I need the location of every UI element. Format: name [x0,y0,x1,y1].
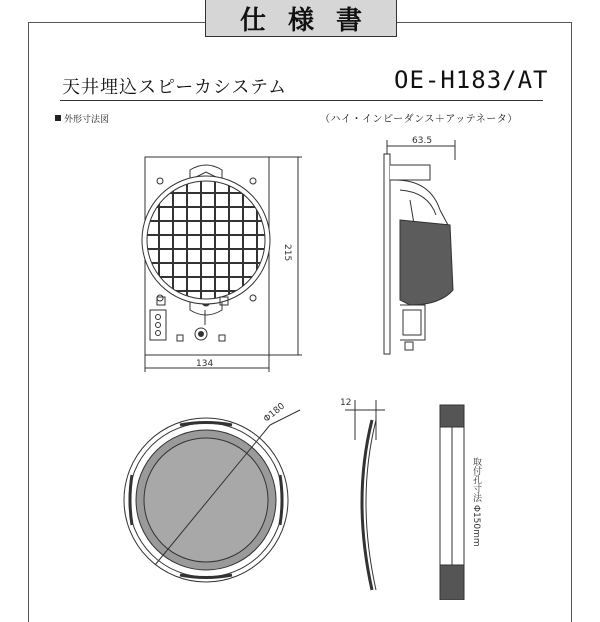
product-subtitle: （ハイ・インピーダンス＋アッテネータ） [320,114,518,125]
dim-height: 215 [282,244,292,262]
document-title: 仕様書 [205,0,397,37]
grille-front-view [124,410,300,582]
dim-depth: 63.5 [412,136,433,146]
front-view [141,157,302,372]
section-label-text: 外形寸法図 [64,115,110,125]
product-name: 天井埋込スピーカシステム [62,77,288,98]
model-number: OE-H183/AT [394,66,549,94]
grille-side-view [345,400,385,590]
dim-diameter: Φ180 [262,401,288,425]
dim-cutout: 取付孔寸法 Φ150mm [471,457,481,547]
dim-width: 134 [196,359,214,369]
dim-grille-depth: 12 [340,398,352,408]
side-view [384,140,455,354]
cutout-view [440,405,464,600]
